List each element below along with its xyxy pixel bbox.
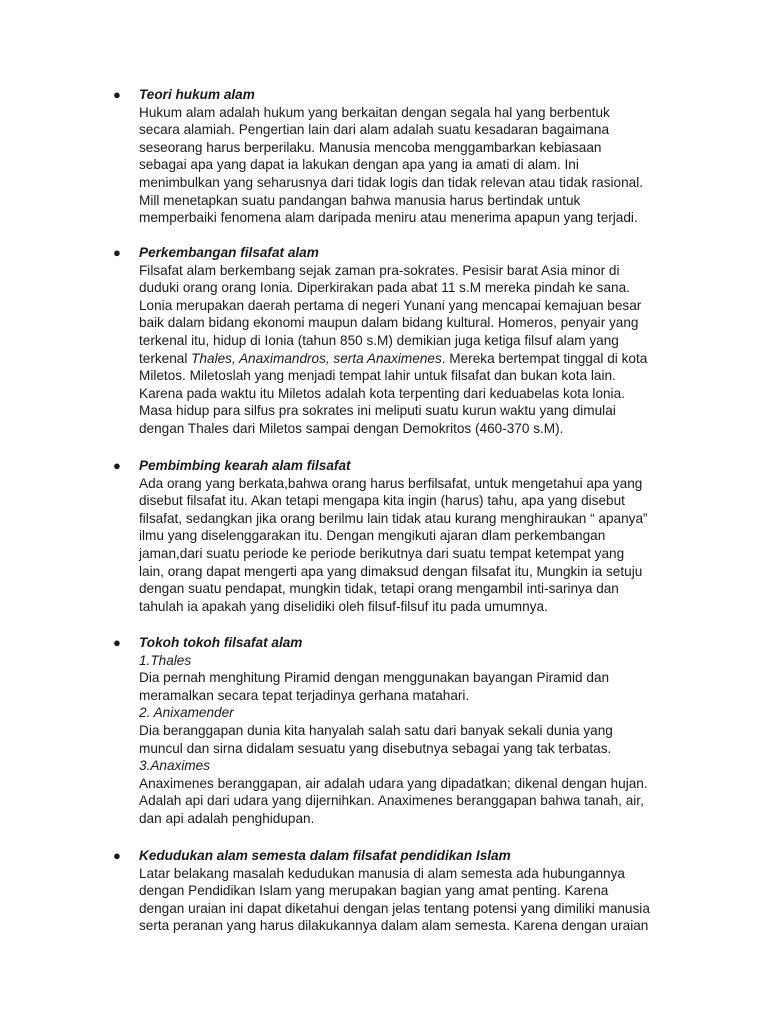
italic-names: Thales, Anaximandros, serta Anaximenes [191, 350, 442, 366]
paragraph-line: Adalah api dari udara yang dijernihkan. Anaximenes beranggapan bahwa tanah, air, [139, 793, 644, 809]
paragraph-line: ilmu yang diselenggarakan itu. Dengan mengikuti ajaran dlam perkembangan [139, 528, 606, 544]
section-heading: Perkembangan filsafat alam [139, 245, 319, 260]
paragraph-line: tahulah ia apakah yang diselidiki oleh filsuf-filsuf itu pada umumnya. [139, 598, 548, 614]
section-heading: Pembimbing kearah alam filsafat [139, 458, 351, 473]
paragraph-line: Dia beranggapan dunia kita hanyalah salah satu dari banyak sekali dunia yang [139, 722, 613, 738]
bullet-icon: ● [113, 635, 121, 650]
section-heading: Kedudukan alam semesta dalam filsafat pendidikan Islam [139, 848, 511, 863]
paragraph-line: dan api adalah penghidupan. [139, 810, 315, 826]
text-run: terkenal [139, 350, 192, 366]
paragraph-line: Miletos. Miletoslah yang menjadi tempat lahir untuk filsafat dan bukan kota lain. [139, 368, 616, 384]
paragraph-line: serta peranan yang harus dilakukannya dalam alam semesta. Karena dengan uraian [139, 918, 649, 934]
paragraph-line: sebagai apa yang dapat ia lakukan dengan apa yang ia amati di alam. Ini [139, 157, 579, 173]
paragraph-line: dengan Thales dari Miletos sampai dengan Demokritos (460-370 s.M). [139, 420, 564, 436]
bullet-icon: ● [113, 458, 121, 473]
section-heading: Teori hukum alam [139, 87, 255, 102]
paragraph-line: dengan suatu pendapat, mungkin tidak, tetapi orang mengambil inti-sarinya dan [139, 581, 619, 597]
paragraph-line: disebut filsafat itu. Akan tetapi mengapa kita ingin (harus) tahu, apa yang disebut [139, 493, 625, 509]
section-tokoh-filsafat-alam [113, 634, 678, 828]
paragraph-line-mixed [139, 350, 678, 368]
paragraph-line: secara alamiah. Pengertian lain dari alam adalah suatu kesadaran bagaimana [139, 122, 610, 138]
bullet-icon: ● [113, 87, 121, 102]
paragraph-line: Filsafat alam berkembang sejak zaman pra-sokrates. Pesisir barat Asia minor di [139, 262, 620, 278]
paragraph-line: menimbulkan yang seharusnya dari tidak logis dan tidak relevan atau tidak rasional. [139, 174, 644, 190]
section-kedudukan-alam-semesta [113, 847, 678, 935]
figure-name: 2. Anixamender [139, 705, 234, 721]
paragraph-line: filsafat, sedangkan jika orang berilmu lain tidak atau kurang menghiraukan “ apanya” [139, 510, 648, 526]
figure-name: 3.Anaximes [139, 758, 211, 774]
paragraph-line: dengan uraian ini dapat diketahui dengan jelas tentang potensi yang dimiliki manusia [139, 900, 650, 916]
paragraph-line: Karena pada waktu itu Miletos adalah kota terpenting dari keduabelas kota lonia. [139, 385, 625, 401]
section-teori-hukum-alam [113, 86, 678, 227]
paragraph-line: memperbaiki fenomena alam daripada meniru atau menerima apapun yang terjadi. [139, 210, 638, 226]
paragraph-line: Masa hidup para silfus pra sokrates ini meliputi suatu kurun waktu yang dimulai [139, 403, 616, 419]
section-heading: Tokoh tokoh filsafat alam [139, 635, 303, 650]
paragraph-line: jaman,dari suatu periode ke periode berikutnya dari suatu tempat ketempat yang [139, 545, 625, 561]
paragraph-line: meramalkan secara tepat terjadinya gerhana matahari. [139, 687, 470, 703]
paragraph-line: lain, orang dapat mengerti apa yang dimaksud dengan filsafat itu, Mungkin ia setuju [139, 563, 643, 579]
paragraph-line: terkenal itu, hidup di Ionia (tahun 850 s.M) demikian juga ketiga filsuf alam yang [139, 332, 619, 348]
paragraph-line: dengan Pendidikan Islam yang merupakan bagian yang amat penting. Karena [139, 883, 609, 899]
bullet-icon: ● [113, 245, 121, 260]
paragraph-line: Dia pernah menghitung Piramid dengan menggunakan bayangan Piramid dan [139, 670, 610, 686]
text-run: . Mereka bertempat tinggal di kota [441, 350, 648, 366]
paragraph-line: muncul dan sirna didalam sesuatu yang disebutnya sebagai yang tak terbatas. [139, 740, 612, 756]
paragraph-line: baik dalam bidang ekonomi maupun dalam bidang kultural. Homeros, penyair yang [139, 315, 639, 331]
paragraph-line: Lonia merupakan daerah pertama di negeri Yunani yang mencapai kemajuan besar [139, 297, 642, 313]
paragraph-line: seseorang harus berperilaku. Manusia mencoba menggambarkan kebiasaan [139, 139, 602, 155]
bullet-icon: ● [113, 848, 121, 863]
figure-name: 1.Thales [139, 652, 192, 668]
section-perkembangan-filsafat-alam [113, 244, 678, 438]
paragraph-line: duduki orang orang Ionia. Diperkirakan pada abat 11 s.M mereka pindah ke sana. [139, 280, 630, 296]
paragraph-line: Mill menetapkan suatu pandangan bahwa manusia harus bertindak untuk [139, 192, 581, 208]
section-pembimbing-kearah-alam-filsafat [113, 457, 678, 615]
paragraph-line: Ada orang yang berkata,bahwa orang harus berfilsafat, untuk mengetahui apa yang [139, 475, 643, 491]
paragraph-line: Hukum alam adalah hukum yang berkaitan dengan segala hal yang berbentuk [139, 104, 610, 120]
paragraph-line: Anaximenes beranggapan, air adalah udara yang dipadatkan; dikenal dengan hujan. [139, 775, 648, 791]
paragraph-line: Latar belakang masalah kedudukan manusia di alam semesta ada hubungannya [139, 865, 625, 881]
